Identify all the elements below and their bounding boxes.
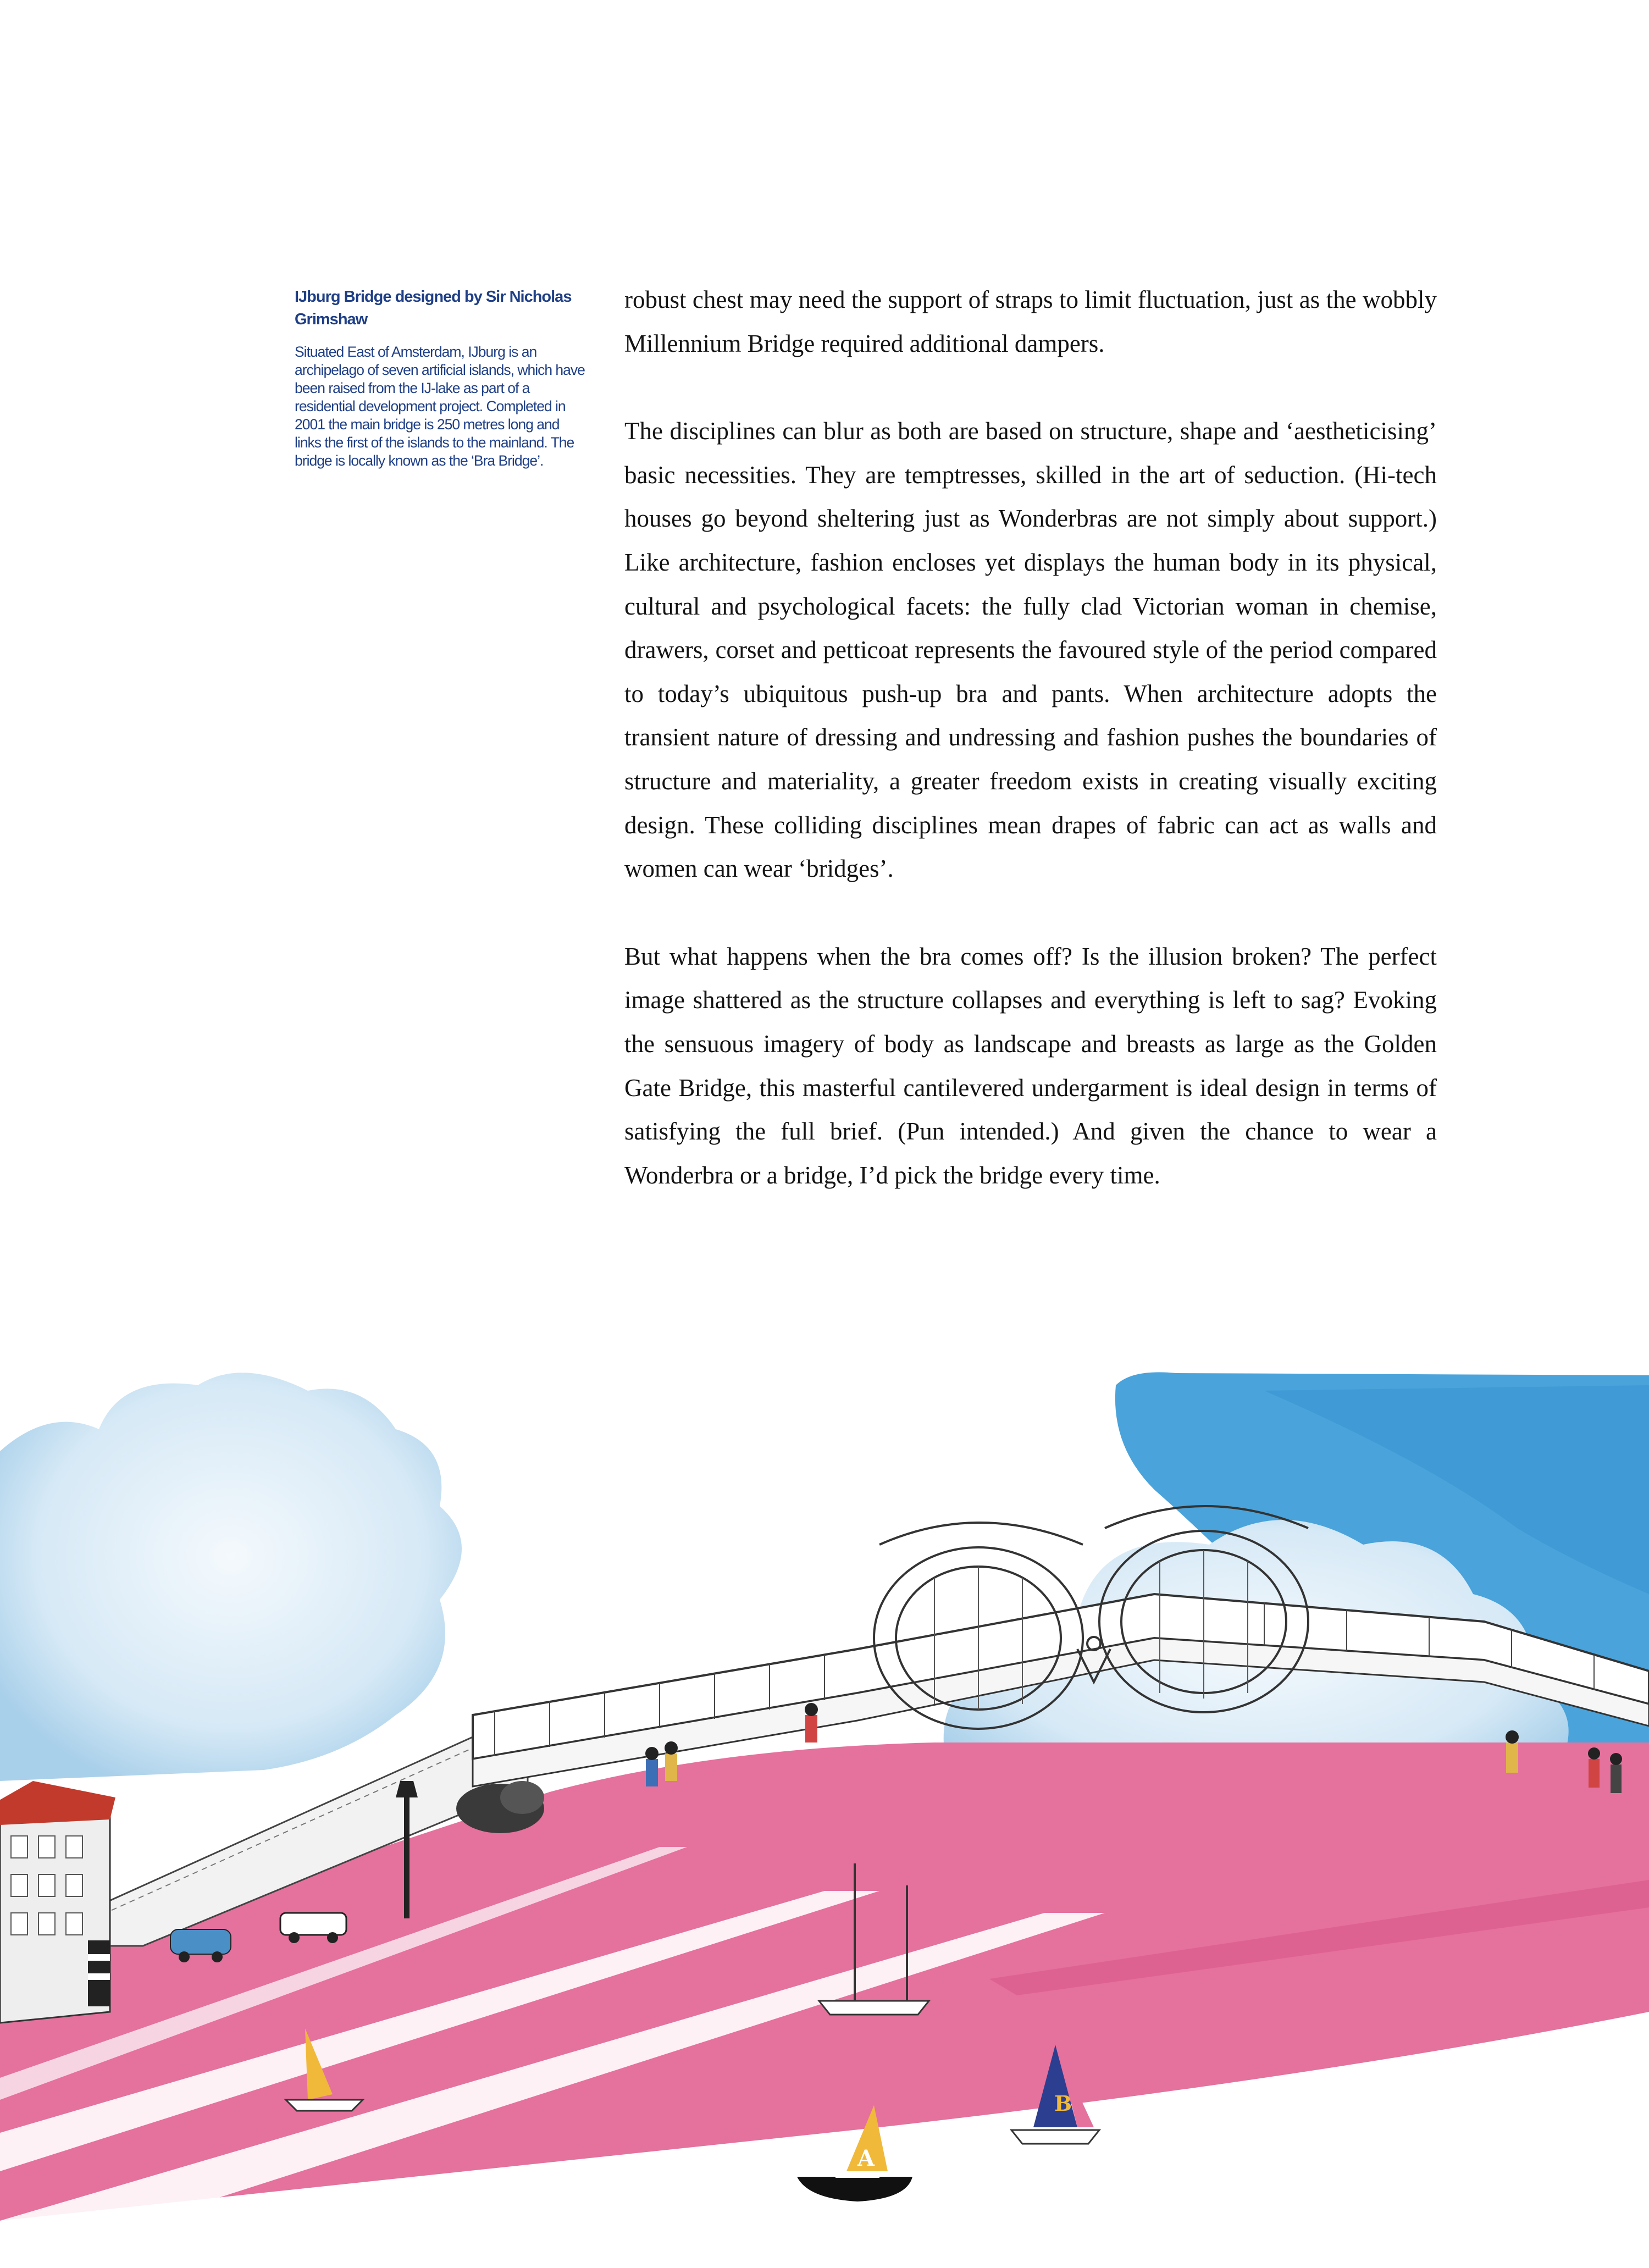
sidebar-caption bbox=[295, 286, 586, 470]
boat-letter-a: A bbox=[857, 2145, 875, 2171]
bra-bridge-illustration bbox=[0, 1363, 1649, 2268]
illustration-svg bbox=[0, 1363, 1649, 2268]
paragraph-1: robust chest may need the support of straps to limit fluctuation, just as the wobbly Millennium Bridge required additional dampers. bbox=[624, 286, 1437, 357]
paragraph-3: But what happens when the bra comes off? Is the illusion broken? The perfect image shattered as the structure collapses and everything is left to sag? Evoking the sensuous imagery of body as landscape and breasts as large as the Golden Gate Bridge, this masterful cantilevered undergarment is ideal design in terms of satisfying the full brief. (Pun intended.) And given the chance to wear a Wonderbra or a bridge, I’d pick the bridge every time. bbox=[624, 942, 1437, 1189]
caption-title: IJburg Bridge designed by Sir Nicholas Grimshaw bbox=[295, 288, 572, 328]
paragraph-2: The disciplines can blur as both are based on structure, shape and ‘aestheticising’ basic necessities. They are temptresses, skilled in the art of seduction. (Hi-tech houses go beyond sheltering just as Wonderbras are not simply about support.) Like architecture, fashion encloses yet displays the human body in its physical, cultural and psychological facets: the fully clad Victorian woman in chemise, drawers, corset and petticoat represents the favoured style of the period compared to today’s ubiquitous push-up bra and pants. When architecture adopts the transient nature of dressing and undressing and fashion pushes the boundaries of structure and materiality, a greater freedom exists in creating visually exciting design. These colliding disciplines mean drapes of fabric can act as walls and women can wear ‘bridges’. bbox=[624, 417, 1437, 883]
caption-text: Situated East of Amsterdam, IJburg is an archipelago of seven artificial islands, which have been raised from the IJ-lake as part of a residential development project. Completed in 2001 the main bridge is 250 metres long and links the first of the islands to the mainland. The bridge is locally known as the ‘Bra Bridge’. bbox=[295, 344, 585, 469]
left-cloud bbox=[0, 1373, 462, 1781]
building bbox=[0, 1781, 115, 2023]
boat-letter-b: B bbox=[1054, 2091, 1072, 2116]
article-body bbox=[624, 278, 1437, 1241]
